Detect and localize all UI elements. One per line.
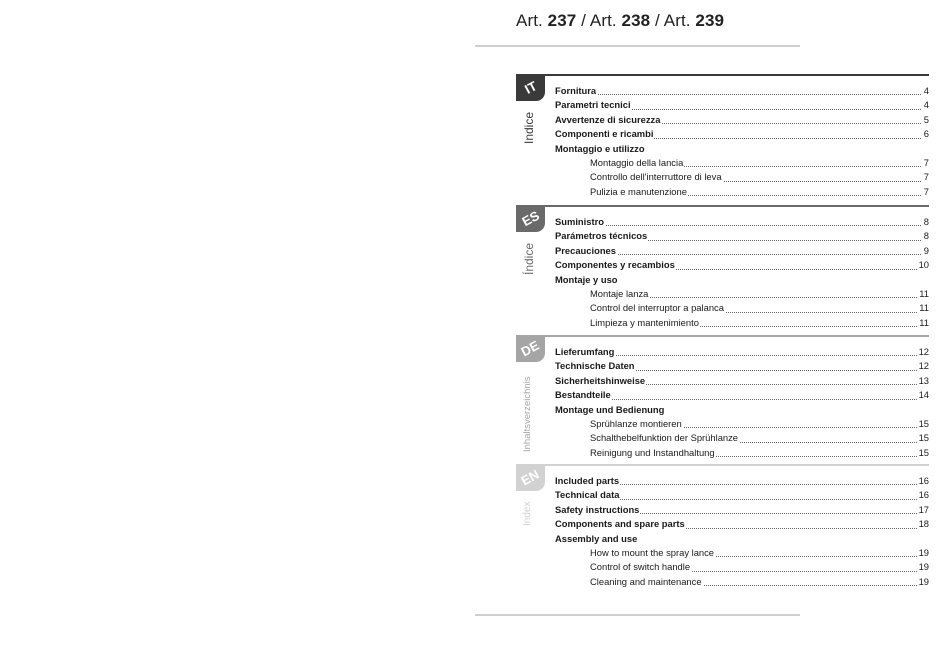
toc-heading: Montage und Bedienung [555,403,665,415]
toc-entry[interactable]: Avvertenze di sicurezza 5 [555,113,929,127]
toc-list-es [555,215,929,330]
section-label-es: Índice [522,242,536,275]
toc-list-it [555,84,929,199]
toc-subentry[interactable]: Montaggio della lancia 7 [590,156,929,170]
toc-heading: Montaje y uso [555,273,618,285]
toc-heading: Montaggio e utilizzo [555,142,645,154]
toc-subentry[interactable]: Control of switch handle 19 [590,560,929,574]
toc-entry[interactable]: Technische Daten 12 [555,359,929,373]
toc-entry[interactable]: Bestandteile 14 [555,388,929,402]
toc-subentry[interactable]: Controllo dell'interruttore di leva 7 [590,170,929,184]
toc-entry[interactable]: Suministro 8 [555,215,929,229]
section-en [516,464,929,586]
toc-entry[interactable]: Sicherheitshinweise 13 [555,374,929,388]
toc-entry[interactable]: Fornitura 4 [555,84,929,98]
toc-entry[interactable]: Lieferumfang 12 [555,345,929,359]
section-divider [516,464,929,466]
toc-subentry[interactable]: Limpieza y mantenimiento 11 [590,316,929,330]
toc-entry[interactable]: Technical data 16 [555,488,929,502]
section-divider [516,205,929,207]
section-label-en: Index [522,501,533,526]
page-title [516,11,724,31]
section-es [516,205,929,327]
toc-list-de [555,345,929,460]
language-badge-de: DE [516,335,545,362]
toc-subentry[interactable]: Reinigung und Instandhaltung 15 [590,446,929,460]
title-article-number: 237 [547,11,577,30]
top-divider [475,45,800,47]
section-de [516,335,929,457]
title-article-number: 238 [621,11,651,30]
bottom-divider [475,614,800,616]
toc-subentry[interactable]: How to mount the spray lance 19 [590,546,929,560]
title-separator: / Art. [576,11,622,30]
language-badge-en: EN [516,464,545,491]
toc-heading: Assembly and use [555,532,638,544]
section-divider [516,74,929,76]
title-separator: / Art. [650,11,696,30]
toc-subentry[interactable]: Control del interruptor a palanca 11 [590,301,929,315]
section-divider [516,335,929,337]
toc-subentry[interactable]: Montaje lanza 11 [590,287,929,301]
toc-subentry[interactable]: Cleaning and maintenance 19 [590,575,929,589]
language-badge-it: IT [516,74,545,101]
title-art-prefix: Art. [516,11,548,30]
toc-entry[interactable]: Components and spare parts 18 [555,517,929,531]
toc-subentry[interactable]: Pulizia e manutenzione 7 [590,185,929,199]
language-badge-es: ES [516,205,545,232]
toc-entry[interactable]: Componenti e ricambi 6 [555,127,929,141]
toc-subentry[interactable]: Schalthebelfunktion der Sprühlanze 15 [590,431,929,445]
toc-entry[interactable]: Parametri tecnici 4 [555,98,929,112]
toc-subentry[interactable]: Sprühlanze montieren 15 [590,417,929,431]
section-label-it: Indice [522,111,536,144]
section-label-de: Inhaltsverzeichnis [522,376,533,452]
toc-entry[interactable]: Safety instructions 17 [555,503,929,517]
toc-entry[interactable]: Parámetros técnicos 8 [555,229,929,243]
section-it [516,74,929,196]
toc-list-en [555,474,929,589]
toc-entry[interactable]: Precauciones 9 [555,244,929,258]
toc-entry[interactable]: Included parts 16 [555,474,929,488]
title-article-number: 239 [695,11,725,30]
toc-entry[interactable]: Componentes y recambios 10 [555,258,929,272]
